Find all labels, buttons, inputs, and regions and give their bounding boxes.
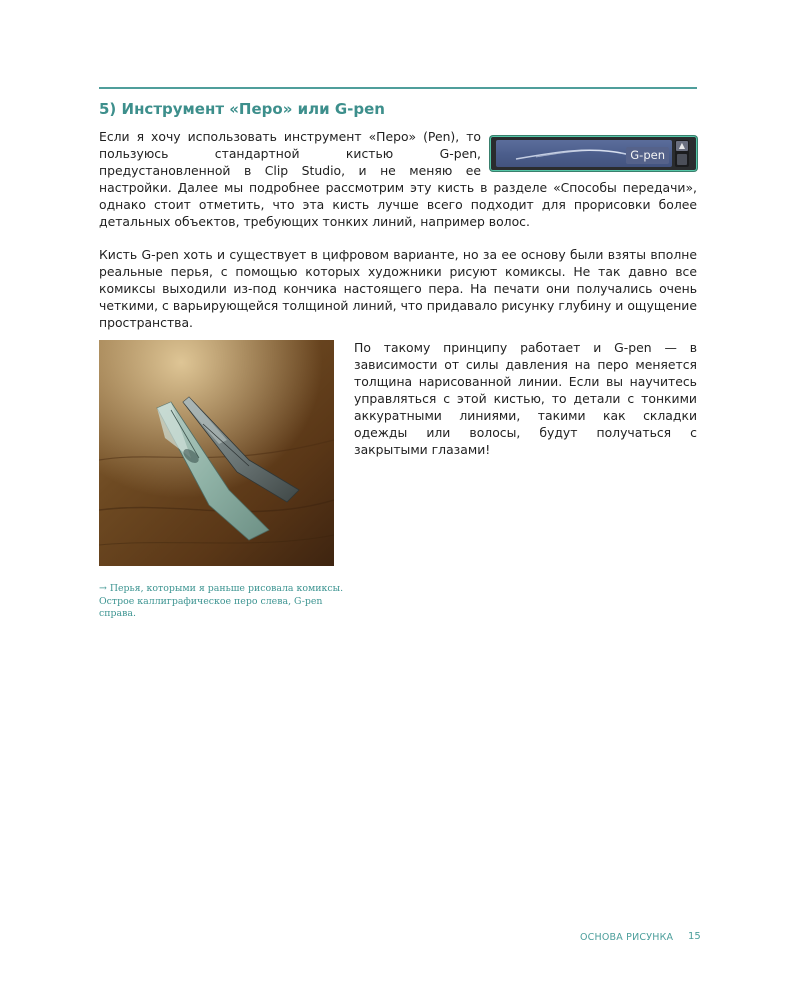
pen-nibs-image [99, 340, 334, 566]
figure-caption: → Перья, которыми я раньше рисовала комиксы. Острое каллиграфическое перо слева, G-pen справа. [99, 583, 344, 619]
brush-name-label: G-pen [626, 147, 669, 164]
brush-panel-scrollbar[interactable] [675, 140, 689, 167]
footer-section-title: ОСНОВА РИСУНКА [580, 932, 674, 943]
brush-panel[interactable] [490, 136, 697, 171]
header-rule [99, 87, 697, 89]
scroll-thumb[interactable] [677, 154, 687, 165]
section-heading: 5) Инструмент «Перо» или G-pen [99, 100, 385, 118]
chevron-up-icon[interactable]: ▲ [676, 141, 688, 151]
pen-nibs-photo [99, 340, 334, 566]
paragraph-1-text: Если я хочу использовать инструмент «Перо» (Pen), то пользуюсь стандартной кистью G-pen, предустановленной в Clip Studio, и не меняю ее настройки. Далее мы подробнее рассмотрим эту кисть в разделе «Способы передачи», однако стоит отметить, что эта кисть лучше всего подходит для прорисовки более детальных объектов, требующих тонких линий, например волос. [99, 129, 697, 229]
paragraph-3: По такому принципу работает и G-pen — в зависимости от силы давления на перо меняется толщина нарисованной линии. Если вы научитесь управляться с этой кистью, то детали с тонкими аккуратными линиями, такими как складки одежды или волосы, будут получаться с закрытыми глазами! [354, 340, 697, 457]
page-number: 15 [688, 931, 701, 942]
brush-preview-swatch[interactable] [496, 140, 672, 167]
paragraph-2: Кисть G-pen хоть и существует в цифровом варианте, но за ее основу были взяты вполне реальные перья, с помощью которых художники рисуют комиксы. Не так давно все комиксы выходили из-под кончика настоящего пера. На печати они получались очень четкими, с варьирующейся толщиной линий, что придавало рисунку глубину и ощущение пространства. [99, 247, 697, 330]
